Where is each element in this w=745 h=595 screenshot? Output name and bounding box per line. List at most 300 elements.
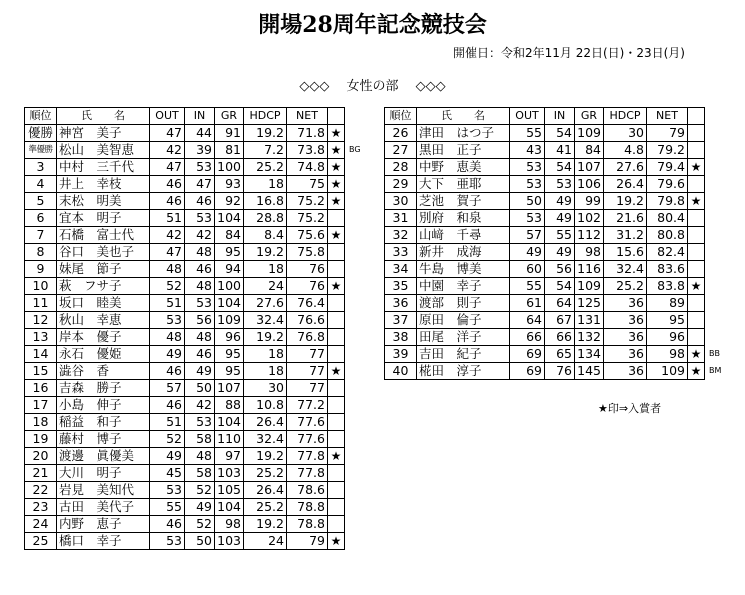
winner-star: [328, 499, 345, 516]
out-score-cell: 53: [150, 533, 185, 550]
table-row: [25, 142, 375, 159]
header-note-column: [705, 108, 731, 125]
in-score-cell: 56: [185, 312, 215, 329]
award-note: [705, 125, 731, 142]
table-row: [385, 329, 731, 346]
net-score-cell: 76: [287, 261, 328, 278]
rank-cell: 33: [385, 244, 417, 261]
net-score-cell: 76.4: [287, 295, 328, 312]
net-score-cell: 75.8: [287, 244, 328, 261]
net-score-cell: 82.4: [647, 244, 688, 261]
gross-score-cell: 84: [215, 227, 244, 244]
award-note: [705, 176, 731, 193]
gross-score-cell: 97: [215, 448, 244, 465]
table-row: [25, 159, 375, 176]
net-score-cell: 76: [287, 278, 328, 295]
award-note: [345, 159, 375, 176]
in-score-cell: 49: [185, 499, 215, 516]
out-score-cell: 46: [150, 363, 185, 380]
table-row: [385, 312, 731, 329]
winner-star: [328, 414, 345, 431]
name-cell: 岩見 美知代: [57, 482, 150, 499]
out-score-cell: 60: [510, 261, 545, 278]
rank-cell: 29: [385, 176, 417, 193]
award-note: [705, 261, 731, 278]
handicap-cell: 24: [244, 533, 287, 550]
rank-cell: 24: [25, 516, 57, 533]
handicap-cell: 31.2: [604, 227, 647, 244]
out-score-cell: 51: [150, 295, 185, 312]
winner-star: ★: [328, 125, 345, 142]
award-note: [345, 329, 375, 346]
out-score-cell: 46: [150, 193, 185, 210]
rank-cell: 7: [25, 227, 57, 244]
out-score-cell: 48: [150, 329, 185, 346]
rank-cell: 4: [25, 176, 57, 193]
gross-score-cell: 116: [575, 261, 604, 278]
in-score-cell: 58: [185, 465, 215, 482]
out-score-cell: 69: [510, 346, 545, 363]
award-note: [705, 329, 731, 346]
in-score-cell: 66: [545, 329, 575, 346]
out-score-cell: 50: [510, 193, 545, 210]
results-table-right: [384, 107, 731, 380]
award-note: [705, 227, 731, 244]
rank-cell: 6: [25, 210, 57, 227]
table-row: [385, 346, 731, 363]
name-cell: 末松 明美: [57, 193, 150, 210]
in-score-cell: 49: [545, 244, 575, 261]
name-cell: 稲益 和子: [57, 414, 150, 431]
winner-star: ★: [688, 193, 705, 210]
winner-star: [328, 329, 345, 346]
award-note: BG: [349, 145, 361, 154]
out-score-cell: 55: [510, 125, 545, 142]
gross-score-cell: 104: [215, 499, 244, 516]
net-score-cell: 77.8: [287, 465, 328, 482]
header-star-column: [688, 108, 705, 125]
table-row: [385, 142, 731, 159]
rank-cell: 22: [25, 482, 57, 499]
handicap-cell: 21.6: [604, 210, 647, 227]
name-cell: 澁谷 香: [57, 363, 150, 380]
handicap-cell: 10.8: [244, 397, 287, 414]
rank-cell: 26: [385, 125, 417, 142]
award-note: BB: [709, 349, 720, 358]
award-note: [345, 346, 375, 363]
winner-star: [328, 482, 345, 499]
gross-score-cell: 98: [575, 244, 604, 261]
handicap-cell: 30: [244, 380, 287, 397]
in-score-cell: 48: [185, 448, 215, 465]
winner-star: ★: [328, 363, 345, 380]
handicap-cell: 18: [244, 363, 287, 380]
winner-star: ★: [688, 278, 705, 295]
gross-score-cell: 109: [215, 312, 244, 329]
header-star-column: [328, 108, 345, 125]
out-score-cell: 46: [150, 397, 185, 414]
out-score-cell: 51: [150, 414, 185, 431]
gross-score-cell: 88: [215, 397, 244, 414]
in-score-cell: 49: [545, 210, 575, 227]
gross-score-cell: 125: [575, 295, 604, 312]
table-row: [385, 261, 731, 278]
net-score-cell: 79.2: [647, 142, 688, 159]
rank-cell: 準優勝: [25, 142, 57, 159]
award-note: [705, 159, 731, 176]
gross-score-cell: 132: [575, 329, 604, 346]
net-score-cell: 75.2: [287, 193, 328, 210]
event-date: 開催日：令和2年11月 22日(日)・23日(月): [453, 46, 685, 60]
handicap-cell: 18: [244, 176, 287, 193]
in-score-cell: 42: [185, 227, 215, 244]
rank-cell: 39: [385, 346, 417, 363]
handicap-cell: 25.2: [244, 159, 287, 176]
out-score-cell: 42: [150, 227, 185, 244]
rank-cell: 5: [25, 193, 57, 210]
award-note: [345, 125, 375, 142]
winner-star: ★: [328, 159, 345, 176]
gross-score-cell: 104: [215, 210, 244, 227]
name-cell: 妹尾 節子: [57, 261, 150, 278]
award-note: [345, 482, 375, 499]
name-cell: 宜本 明子: [57, 210, 150, 227]
table-row: [385, 278, 731, 295]
header-note-column: [345, 108, 375, 125]
net-score-cell: 78.6: [287, 482, 328, 499]
in-score-cell: 39: [185, 142, 215, 159]
name-cell: 山﨑 千尋: [417, 227, 510, 244]
table-row: [25, 346, 375, 363]
in-score-cell: 52: [185, 516, 215, 533]
header-out: OUT: [150, 108, 185, 125]
in-score-cell: 47: [185, 176, 215, 193]
rank-cell: 13: [25, 329, 57, 346]
winner-star: ★: [328, 533, 345, 550]
rank-cell: 21: [25, 465, 57, 482]
name-cell: 石橋 富士代: [57, 227, 150, 244]
table-row: [385, 210, 731, 227]
table-row: [25, 261, 375, 278]
award-note: [345, 176, 375, 193]
table-row: [25, 193, 375, 210]
gross-score-cell: 98: [215, 516, 244, 533]
rank-cell: 17: [25, 397, 57, 414]
winner-star: ★: [688, 159, 705, 176]
name-cell: 椛田 淳子: [417, 363, 510, 380]
header-hdcp: HDCP: [244, 108, 287, 125]
award-note: [345, 397, 375, 414]
out-score-cell: 42: [150, 142, 185, 159]
rank-cell: 27: [385, 142, 417, 159]
rank-cell: 18: [25, 414, 57, 431]
out-score-cell: 53: [510, 176, 545, 193]
rank-cell: 20: [25, 448, 57, 465]
net-score-cell: 77.6: [287, 414, 328, 431]
rank-cell: 10: [25, 278, 57, 295]
handicap-cell: 36: [604, 295, 647, 312]
net-score-cell: 79: [287, 533, 328, 550]
name-cell: 秋山 幸恵: [57, 312, 150, 329]
gross-score-cell: 134: [575, 346, 604, 363]
winner-star: [328, 244, 345, 261]
out-score-cell: 49: [150, 346, 185, 363]
award-note: [345, 295, 375, 312]
out-score-cell: 57: [150, 380, 185, 397]
name-cell: 小島 伸子: [57, 397, 150, 414]
handicap-cell: 25.2: [244, 465, 287, 482]
rank-cell: 23: [25, 499, 57, 516]
award-note: [705, 244, 731, 261]
out-score-cell: 57: [510, 227, 545, 244]
out-score-cell: 52: [150, 431, 185, 448]
net-score-cell: 79.8: [647, 193, 688, 210]
gross-score-cell: 109: [575, 278, 604, 295]
rank-cell: 38: [385, 329, 417, 346]
name-cell: 新井 成海: [417, 244, 510, 261]
net-score-cell: 75.6: [287, 227, 328, 244]
winner-star: [328, 346, 345, 363]
winner-star: [328, 397, 345, 414]
in-score-cell: 49: [185, 363, 215, 380]
net-score-cell: 78.8: [287, 516, 328, 533]
name-cell: 岸本 優子: [57, 329, 150, 346]
name-cell: 永石 優姫: [57, 346, 150, 363]
name-cell: 別府 和泉: [417, 210, 510, 227]
gross-score-cell: 91: [215, 125, 244, 142]
out-score-cell: 53: [510, 159, 545, 176]
name-cell: 神宮 美子: [57, 125, 150, 142]
gross-score-cell: 103: [215, 465, 244, 482]
table-row: [25, 397, 375, 414]
in-score-cell: 48: [185, 244, 215, 261]
table-row: [385, 363, 731, 380]
out-score-cell: 53: [510, 210, 545, 227]
gross-score-cell: 100: [215, 278, 244, 295]
out-score-cell: 55: [510, 278, 545, 295]
gross-score-cell: 104: [215, 414, 244, 431]
winner-star: ★: [688, 346, 705, 363]
table-row: [25, 295, 375, 312]
winner-star: [328, 465, 345, 482]
gross-score-cell: 107: [215, 380, 244, 397]
name-cell: 大下 亜耶: [417, 176, 510, 193]
header-hdcp: HDCP: [604, 108, 647, 125]
net-score-cell: 83.8: [647, 278, 688, 295]
handicap-cell: 19.2: [244, 329, 287, 346]
award-note: [345, 193, 375, 210]
table-row: [25, 465, 375, 482]
table-row: [25, 448, 375, 465]
handicap-cell: 28.8: [244, 210, 287, 227]
table-row: [25, 329, 375, 346]
net-score-cell: 95: [647, 312, 688, 329]
award-note: [345, 448, 375, 465]
gross-score-cell: 110: [215, 431, 244, 448]
winner-star: [688, 261, 705, 278]
out-score-cell: 69: [510, 363, 545, 380]
gross-score-cell: 105: [215, 482, 244, 499]
award-note: [345, 414, 375, 431]
award-note: [345, 261, 375, 278]
gross-score-cell: 106: [575, 176, 604, 193]
winner-star: [688, 244, 705, 261]
results-table-left: [24, 107, 375, 550]
handicap-cell: 27.6: [244, 295, 287, 312]
net-score-cell: 74.8: [287, 159, 328, 176]
in-score-cell: 48: [185, 329, 215, 346]
division-heading: ◇◇◇ 女性の部 ◇◇◇: [299, 79, 446, 94]
winner-star: [328, 516, 345, 533]
table-row: [385, 295, 731, 312]
handicap-cell: 30: [604, 125, 647, 142]
table-row: [25, 210, 375, 227]
in-score-cell: 46: [185, 261, 215, 278]
net-score-cell: 77.6: [287, 431, 328, 448]
winner-star: [328, 295, 345, 312]
winner-star: ★: [328, 227, 345, 244]
net-score-cell: 109: [647, 363, 688, 380]
rank-cell: 37: [385, 312, 417, 329]
handicap-cell: 32.4: [604, 261, 647, 278]
net-score-cell: 77.8: [287, 448, 328, 465]
gross-score-cell: 94: [215, 261, 244, 278]
award-note: [705, 210, 731, 227]
table-row: [385, 227, 731, 244]
rank-cell: 11: [25, 295, 57, 312]
out-score-cell: 53: [150, 312, 185, 329]
rank-cell: 40: [385, 363, 417, 380]
name-cell: 橋口 幸子: [57, 533, 150, 550]
gross-score-cell: 131: [575, 312, 604, 329]
gross-score-cell: 93: [215, 176, 244, 193]
award-note: [705, 193, 731, 210]
name-cell: 谷口 美也子: [57, 244, 150, 261]
rank-cell: 34: [385, 261, 417, 278]
header-name: 氏 名: [57, 108, 150, 125]
out-score-cell: 64: [510, 312, 545, 329]
gross-score-cell: 102: [575, 210, 604, 227]
gross-score-cell: 84: [575, 142, 604, 159]
gross-score-cell: 100: [215, 159, 244, 176]
in-score-cell: 55: [545, 227, 575, 244]
net-score-cell: 79.6: [647, 176, 688, 193]
page-title: 開場28周年記念競技会: [258, 12, 487, 38]
award-note: [705, 278, 731, 295]
winner-star: [688, 210, 705, 227]
rank-cell: 15: [25, 363, 57, 380]
name-cell: 津田 はつ子: [417, 125, 510, 142]
net-score-cell: 79.4: [647, 159, 688, 176]
table-row: [25, 499, 375, 516]
handicap-cell: 36: [604, 363, 647, 380]
in-score-cell: 42: [185, 397, 215, 414]
name-cell: 原田 倫子: [417, 312, 510, 329]
table-row: [385, 193, 731, 210]
table-row: [25, 482, 375, 499]
out-score-cell: 49: [150, 448, 185, 465]
in-score-cell: 49: [545, 193, 575, 210]
out-score-cell: 52: [150, 278, 185, 295]
out-score-cell: 47: [150, 244, 185, 261]
winner-star: ★: [328, 176, 345, 193]
winner-star: ★: [328, 193, 345, 210]
award-note: [345, 380, 375, 397]
award-note: [345, 278, 375, 295]
gross-score-cell: 103: [215, 533, 244, 550]
winner-star: [688, 312, 705, 329]
winner-star: [688, 227, 705, 244]
winner-star: [328, 380, 345, 397]
net-score-cell: 96: [647, 329, 688, 346]
award-note: [345, 227, 375, 244]
net-score-cell: 75: [287, 176, 328, 193]
in-score-cell: 54: [545, 159, 575, 176]
in-score-cell: 53: [185, 159, 215, 176]
header-in: IN: [185, 108, 215, 125]
winner-star: [328, 431, 345, 448]
handicap-cell: 27.6: [604, 159, 647, 176]
net-score-cell: 89: [647, 295, 688, 312]
award-note: BM: [709, 366, 722, 375]
net-score-cell: 83.6: [647, 261, 688, 278]
winner-star: ★: [328, 278, 345, 295]
out-score-cell: 55: [150, 499, 185, 516]
gross-score-cell: 96: [215, 329, 244, 346]
winner-star: [688, 125, 705, 142]
gross-score-cell: 92: [215, 193, 244, 210]
in-score-cell: 64: [545, 295, 575, 312]
in-score-cell: 50: [185, 380, 215, 397]
gross-score-cell: 95: [215, 363, 244, 380]
handicap-cell: 32.4: [244, 312, 287, 329]
table-row: [385, 176, 731, 193]
name-cell: 井上 幸枝: [57, 176, 150, 193]
handicap-cell: 26.4: [604, 176, 647, 193]
in-score-cell: 76: [545, 363, 575, 380]
handicap-cell: 18: [244, 261, 287, 278]
table-row: [25, 278, 375, 295]
handicap-cell: 26.4: [244, 482, 287, 499]
header-net: NET: [287, 108, 328, 125]
net-score-cell: 77: [287, 363, 328, 380]
name-cell: 吉田 紀子: [417, 346, 510, 363]
rank-cell: 30: [385, 193, 417, 210]
winner-legend: ★印⇒入賞者: [598, 402, 662, 415]
handicap-cell: 32.4: [244, 431, 287, 448]
handicap-cell: 25.2: [604, 278, 647, 295]
award-note: [705, 295, 731, 312]
in-score-cell: 41: [545, 142, 575, 159]
table-row: [25, 363, 375, 380]
rank-cell: 9: [25, 261, 57, 278]
award-note: [345, 312, 375, 329]
net-score-cell: 77: [287, 346, 328, 363]
gross-score-cell: 81: [215, 142, 244, 159]
name-cell: 黒田 正子: [417, 142, 510, 159]
name-cell: 中村 三千代: [57, 159, 150, 176]
in-score-cell: 50: [185, 533, 215, 550]
handicap-cell: 8.4: [244, 227, 287, 244]
in-score-cell: 67: [545, 312, 575, 329]
rank-cell: 19: [25, 431, 57, 448]
net-score-cell: 73.8: [287, 142, 328, 159]
winner-star: [328, 261, 345, 278]
in-score-cell: 56: [545, 261, 575, 278]
in-score-cell: 46: [185, 346, 215, 363]
award-note: [345, 244, 375, 261]
table-row: [25, 414, 375, 431]
